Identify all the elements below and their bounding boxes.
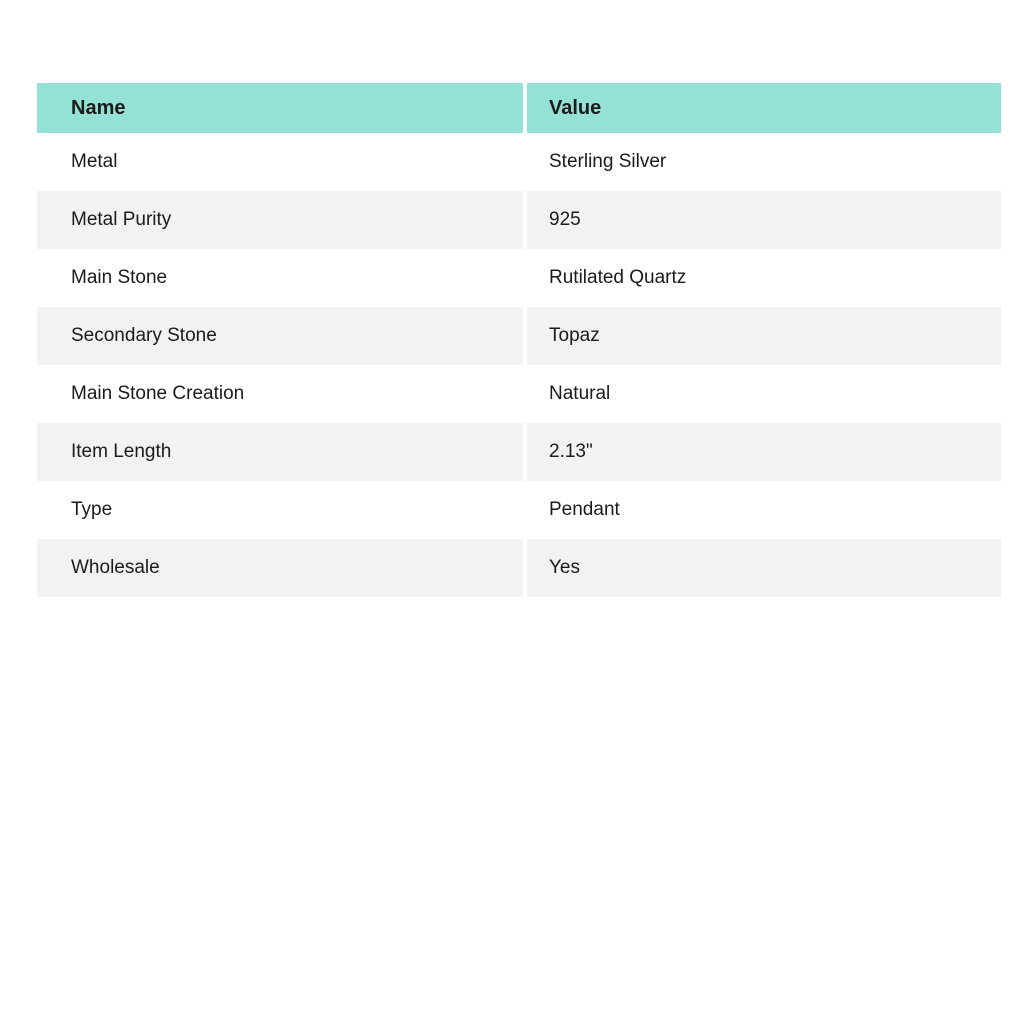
- row-value-cell: Topaz: [527, 307, 1001, 365]
- table-row-secondary-stone: [37, 307, 1001, 365]
- column-header-name: Name: [37, 83, 523, 133]
- row-value-cell: Sterling Silver: [527, 133, 1001, 191]
- column-header-value: Value: [527, 83, 1001, 133]
- table-row-metal-purity: [37, 191, 1001, 249]
- row-name-cell: Item Length: [37, 423, 523, 481]
- row-value-cell: Yes: [527, 539, 1001, 597]
- table-row-type: [37, 481, 1001, 539]
- row-value-cell: Pendant: [527, 481, 1001, 539]
- row-value-cell: Rutilated Quartz: [527, 249, 1001, 307]
- table-row-main-stone-creation: [37, 365, 1001, 423]
- row-name-cell: Wholesale: [37, 539, 523, 597]
- product-specs-table: [37, 83, 1001, 597]
- table-row-main-stone: [37, 249, 1001, 307]
- row-name-cell: Secondary Stone: [37, 307, 523, 365]
- row-value-cell: Natural: [527, 365, 1001, 423]
- table-header-row: [37, 83, 1001, 133]
- row-name-cell: Metal: [37, 133, 523, 191]
- row-value-cell: 925: [527, 191, 1001, 249]
- row-name-cell: Main Stone Creation: [37, 365, 523, 423]
- row-name-cell: Metal Purity: [37, 191, 523, 249]
- row-name-cell: Type: [37, 481, 523, 539]
- row-value-cell: 2.13": [527, 423, 1001, 481]
- table-row-item-length: [37, 423, 1001, 481]
- row-name-cell: Main Stone: [37, 249, 523, 307]
- table-row-metal: [37, 133, 1001, 191]
- table-row-wholesale: [37, 539, 1001, 597]
